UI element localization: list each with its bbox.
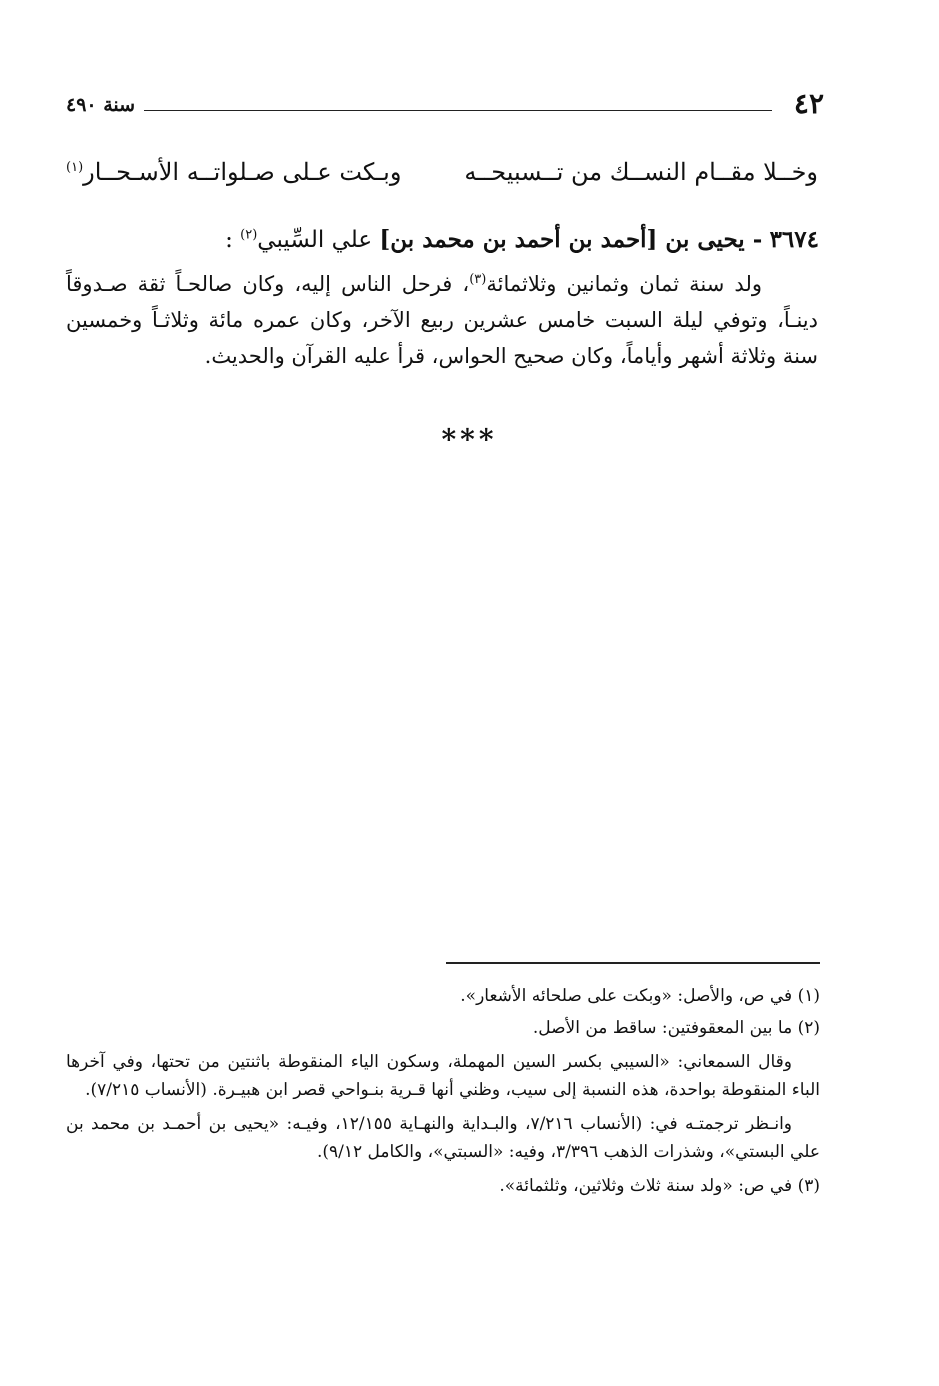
header-rule bbox=[144, 110, 772, 111]
footnote-2-references: وانـظر ترجمتـه في: (الأنساب ٧/٢١٦، والبـداية والنهـاية ١٢/١٥٥، وفيـه: «يحيى بن أحمـد بن محمد بن علي البستي»، وشذرات الذهب ٣/٣٩٦، وفيه: «السبتي»، والكامل ٩/١٢). bbox=[66, 1114, 820, 1162]
verse-second-hemistich: وبـكت عـلى صـلواتــه الأسـحــار$^{(١)}$ bbox=[66, 158, 402, 186]
footnote-marker: (٢) bbox=[240, 227, 258, 243]
verse-first-hemistich: وخــلا مقــام النســك من تــسبيحــه bbox=[464, 158, 818, 186]
entry-name-bold: - يحيى بن [أحمد بن أحمد بن محمد بن] bbox=[379, 226, 763, 253]
footnote-1: (١) في ص، والأصل: «وبكت على صلحائه الأشعار». bbox=[460, 986, 820, 1006]
section-separator: *** bbox=[441, 423, 498, 456]
entry-heading bbox=[119, 218, 819, 262]
footnotes bbox=[66, 982, 820, 1204]
entry-colon: : bbox=[225, 227, 233, 253]
running-head: سنة ٤٩٠ bbox=[66, 94, 136, 116]
footnote-marker: (١) bbox=[66, 160, 84, 175]
body-paragraph: ولد سنة ثمان وثمانين وثلاثمائة$^{(٣)}$، فرحل الناس إليه، وكان صالحـاً ثقة صـدوقاً دينـاً، وتوفي ليلة السبت خامس عشرين ربيع الآخر، وكان عمره مائة وثلاثـاً وخمسين سنة وثلاثة أشهر وأياماً، وكان صحيح الحواس، قرأ عليه القرآن والحديث. bbox=[66, 272, 818, 368]
footnote-2-note: وقال السمعاني: «السيبي بكسر السين المهملة، وسكون الياء المنقوطة باثنتين من تحتها، وفي آخرها الباء المنقوطة بواحدة، هذه النسبة إلى سيب، وظني أنها قـرية بنـواحي قصر ابن هبيـرة. (الأنساب ٧/٢١٥). bbox=[66, 1052, 820, 1100]
entry-name: علي السِّيبي bbox=[257, 227, 373, 253]
footnote-2: (٢) ما بين المعقوفتين: ساقط من الأصل. bbox=[532, 1018, 820, 1038]
page-number: ٤٢ bbox=[793, 87, 824, 120]
footnote-marker: (٣) bbox=[469, 272, 487, 287]
poetry-verse bbox=[66, 150, 818, 198]
entry-number: ٣٦٧٤ bbox=[769, 226, 819, 253]
entry-body bbox=[66, 266, 818, 374]
footnote-3: (٣) في ص: «ولد سنة ثلاث وثلاثين، وثلثمائة». bbox=[499, 1176, 820, 1196]
footnote-rule bbox=[446, 962, 820, 964]
page-header bbox=[66, 86, 824, 126]
